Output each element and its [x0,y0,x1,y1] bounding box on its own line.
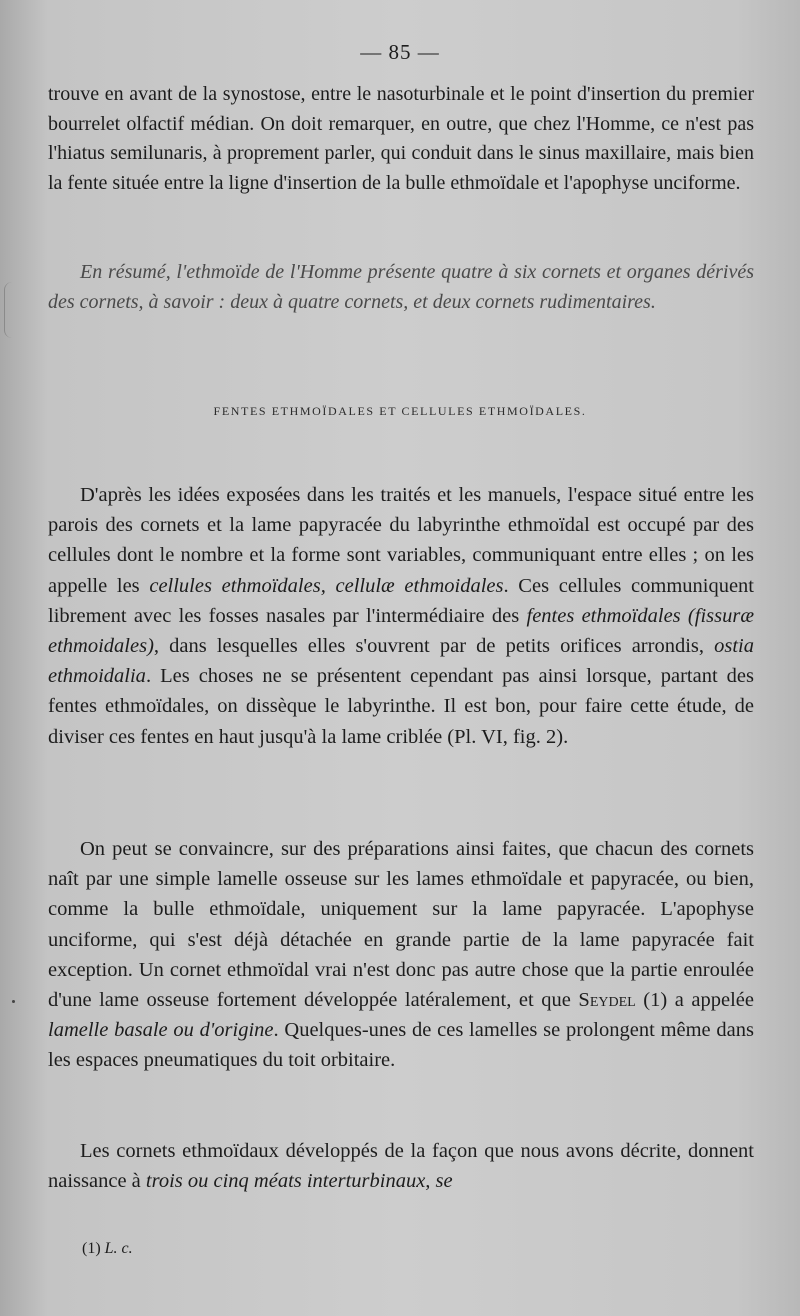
footnote [82,1240,133,1258]
paragraph-1: trouve en avant de la synostose, entre le nasoturbinale et le point d'insertion du premier bourrelet olfactif médian. On doit remarquer, en outre, que chez l'Homme, ce n'est pas l'hiatus semilunaris, à proprement parler, qui conduit dans le sinus maxillaire, mais bien la fente située entre la ligne d'insertion de la bulle ethmoïdale et l'apophyse unciforme. [48,83,754,194]
paragraph-summary: En résumé, l'ethmoïde de l'Homme présente quatre à six cornets et organes dérivés des cornets, à savoir : deux à quatre cornets, et deux cornets rudimentaires. [48,261,754,313]
p5-text-a: Les cornets ethmoïdaux développés de la façon que nous avons décrite, donnent naissance à [48,1140,754,1193]
p4-text-c: (1) a appelée [635,989,755,1012]
footnote-mark: (1) [82,1240,105,1257]
paragraph-4 [48,834,754,1076]
p3-text-a: D'après les idées exposées dans les traités et les manuels, l'espace situé entre les parois des cornets et la lame papyracée du labyrinthe ethmoïdal est occupé par des cellules dont le nombre et la forme sont variables, communiquant entre elles ; on les appelle les [48,484,754,597]
paragraph-5 [48,1136,754,1196]
p4-text-a: On peut se convaincre, sur des préparations ainsi faites, que chacun des cornets naît par une simple lamelle osseuse sur les lames ethmoïdale et papyracée, ou bien, comme la bulle ethmoïdale, uniquement sur la lame papyracée. L'apophyse unciforme, qui s'est déjà détachée en grande partie de la lame papyracée fait exception. Un cornet ethmoïdal vrai n'est donc pas autre chose que la partie enroulée d'une lame osseuse fortement développée latéralement, et que [48,838,754,1012]
p3-term-ostia: ostia ethmoidalia [48,635,754,688]
p3-text-g: . Les choses ne se présentent cependant pas ainsi lorsque, partant des fentes ethmoïdales, on dissèque le labyrinthe. Il est bon, pour faire cette étude, de diviser ces fentes en haut jusqu'à la lame criblée (Pl. VI, fig. 2). [48,665,754,748]
margin-dot-mark [12,1000,15,1003]
p3-text-c: . Ces cellules communiquent librement avec les fosses nasales par l'intermédiaire des [48,574,755,627]
p4-author-seydel: Seydel [578,989,636,1012]
p3-text-e: , dans lesquelles elles s'ouvrent par de petits orifices arrondis, [153,635,715,658]
margin-bracket-mark [4,282,15,338]
p3-term-fentes: fentes ethmoïdales (fissuræ ethmoidales) [48,604,754,658]
p3-term-cellules: cellules ethmoïdales, cellulæ ethmoidales [149,574,504,597]
p5-term-meats: trois ou cinq méats interturbinaux, se [145,1170,453,1193]
section-heading: FENTES ETHMOÏDALES ET CELLULES ETHMOÏDALES. [213,404,587,418]
p4-term-lamelle: lamelle basale ou d'origine [48,1019,274,1042]
footnote-text: L. c. [104,1240,133,1257]
paragraph-3 [48,480,754,752]
p4-text-e: . Quelques-unes de ces lamelles se prolongent même dans les espaces pneumatiques du toit orbitaire. [48,1019,754,1072]
page-number: — 85 — [360,40,440,64]
